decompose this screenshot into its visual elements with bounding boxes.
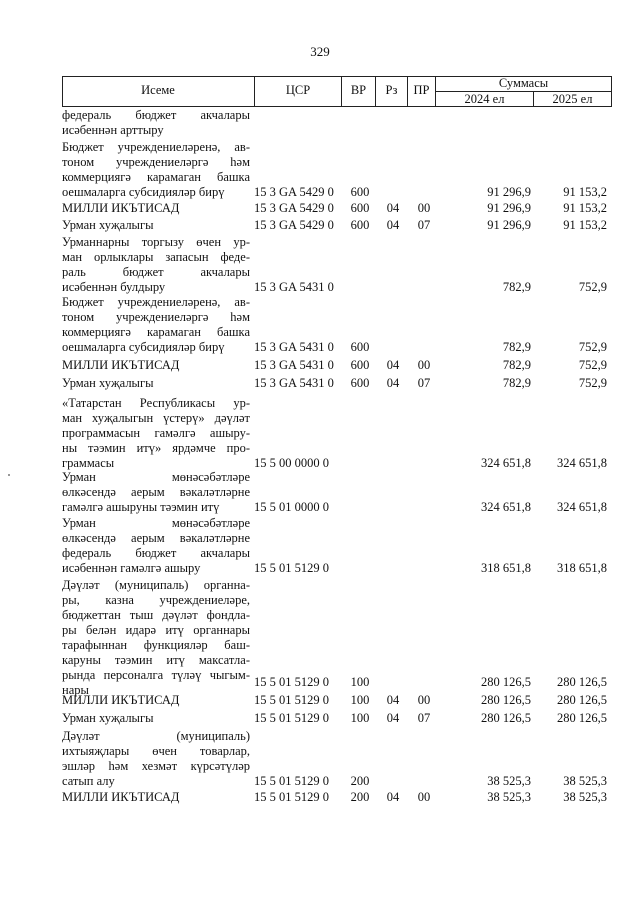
row-pr: 00 (417, 693, 431, 707)
row-name: Урманнарны торгызу өчен ур- ман орлыклары запасын феде- раль бюджет акчалары исәбеннән булдыру (62, 235, 250, 294)
header-sums: Суммасы (498, 76, 549, 90)
row-name: Урман хуҗалыгы (62, 376, 154, 390)
row-sum-2025: 280 126,5 (557, 693, 607, 707)
row-vr: 100 (350, 711, 370, 725)
row-name: Урман хуҗалыгы (62, 218, 154, 232)
row-name: Бюджет учреждениеләренә, ав- тоном учреждениеләргә һәм коммерциягә карамаган башка оешмаларга субсидияләр бирү (62, 295, 250, 354)
row-pr: 07 (417, 218, 431, 232)
row-pr: 00 (417, 358, 431, 372)
row-vr: 200 (350, 790, 370, 804)
row-csr: 15 5 00 0000 0 (254, 456, 329, 470)
row-sum-2024: 91 296,9 (487, 218, 531, 232)
row-csr: 15 3 GA 5431 0 (254, 358, 334, 372)
row-pr: 00 (417, 790, 431, 804)
row-name: МИЛЛИ ИКЪТИСАД (62, 790, 180, 804)
header-pr: ПР (413, 83, 430, 97)
row-rz: 04 (386, 201, 400, 215)
row-vr: 100 (350, 675, 370, 689)
header-vr: ВР (350, 83, 367, 97)
row-name: «Татарстан Республикасы ур- ман хуҗалыгын үстерү» дәүләт программасын гамәлгә ашыру- ны тәэмин итү» ярдәмче про- граммасы (62, 396, 250, 470)
row-name: МИЛЛИ ИКЪТИСАД (62, 693, 180, 707)
row-vr: 600 (350, 358, 370, 372)
row-sum-2025: 324 651,8 (557, 456, 607, 470)
row-vr: 600 (350, 201, 370, 215)
row-csr: 15 3 GA 5431 0 (254, 280, 334, 294)
row-name: Дәүләт (муниципаль) органна- ры, казна учреждениеләре, бюджеттан тыш дәүләт фондла- ры белән идарә итү органнары тарафыннан функцияләр баш- каруны тәэмин итү максатла- рында персоналга түләү чыгым- нары (62, 578, 250, 697)
header-year-2024: 2024 ел (464, 92, 505, 106)
row-name: МИЛЛИ ИКЪТИСАД (62, 201, 180, 215)
row-csr: 15 3 GA 5431 0 (254, 340, 334, 354)
row-sum-2024: 782,9 (502, 358, 531, 372)
row-sum-2024: 280 126,5 (481, 693, 531, 707)
row-vr: 600 (350, 218, 370, 232)
scan-speck (8, 474, 10, 476)
row-csr: 15 5 01 5129 0 (254, 790, 329, 804)
row-sum-2024: 782,9 (502, 340, 531, 354)
row-csr: 15 3 GA 5429 0 (254, 185, 334, 199)
header-year-2025: 2025 ел (552, 92, 593, 106)
row-rz: 04 (386, 711, 400, 725)
row-csr: 15 3 GA 5431 0 (254, 376, 334, 390)
row-vr: 200 (350, 774, 370, 788)
row-sum-2025: 318 651,8 (557, 561, 607, 575)
row-sum-2024: 318 651,8 (481, 561, 531, 575)
row-name: федераль бюджет акчалары исәбеннән арттыру (62, 108, 250, 137)
row-sum-2024: 91 296,9 (487, 201, 531, 215)
row-sum-2025: 752,9 (578, 280, 607, 294)
row-name: Бюджет учреждениеләренә, ав- тоном учреждениеләргә һәм коммерциягә карамаган башка оешмаларга субсидияләр бирү (62, 140, 250, 199)
row-pr: 07 (417, 711, 431, 725)
row-sum-2024: 280 126,5 (481, 711, 531, 725)
row-sum-2025: 752,9 (578, 376, 607, 390)
row-vr: 600 (350, 185, 370, 199)
row-name: Урман хуҗалыгы (62, 711, 154, 725)
row-csr: 15 5 01 0000 0 (254, 500, 329, 514)
row-rz: 04 (386, 218, 400, 232)
row-csr: 15 3 GA 5429 0 (254, 218, 334, 232)
row-name: Урман мөнәсәбәтләре өлкәсендә аерым вәкаләтләрне федераль бюджет акчалары исәбеннән гамәлгә ашыру (62, 516, 250, 575)
row-vr: 600 (350, 376, 370, 390)
row-sum-2025: 38 525,3 (563, 790, 607, 804)
row-name: Дәүләт (муниципаль) ихтыяҗлары өчен товарлар, эшләр һәм хезмәт күрсәтүләр сатып алу (62, 729, 250, 788)
row-sum-2024: 91 296,9 (487, 185, 531, 199)
row-sum-2025: 38 525,3 (563, 774, 607, 788)
row-name: Урман мөнәсәбәтләре өлкәсендә аерым вәкаләтләрне гамәлгә ашыруны тәэмин итү (62, 470, 250, 514)
row-sum-2024: 38 525,3 (487, 790, 531, 804)
row-rz: 04 (386, 790, 400, 804)
row-pr: 00 (417, 201, 431, 215)
row-csr: 15 5 01 5129 0 (254, 693, 329, 707)
header-csr: ЦСР (285, 83, 311, 97)
row-vr: 600 (350, 340, 370, 354)
row-pr: 07 (417, 376, 431, 390)
row-sum-2024: 280 126,5 (481, 675, 531, 689)
header-name: Исеме (141, 83, 175, 97)
row-rz: 04 (386, 376, 400, 390)
row-rz: 04 (386, 693, 400, 707)
row-sum-2025: 752,9 (578, 340, 607, 354)
row-sum-2024: 782,9 (502, 280, 531, 294)
row-name: МИЛЛИ ИКЪТИСАД (62, 358, 180, 372)
row-sum-2025: 91 153,2 (563, 185, 607, 199)
row-sum-2024: 38 525,3 (487, 774, 531, 788)
row-sum-2025: 280 126,5 (557, 675, 607, 689)
header-rz: Рз (385, 83, 398, 97)
row-csr: 15 3 GA 5429 0 (254, 201, 334, 215)
row-vr: 100 (350, 693, 370, 707)
row-csr: 15 5 01 5129 0 (254, 675, 329, 689)
row-csr: 15 5 01 5129 0 (254, 774, 329, 788)
table-header (62, 76, 612, 107)
row-csr: 15 5 01 5129 0 (254, 561, 329, 575)
row-sum-2025: 91 153,2 (563, 201, 607, 215)
row-rz: 04 (386, 358, 400, 372)
row-sum-2024: 324 651,8 (481, 500, 531, 514)
row-sum-2025: 752,9 (578, 358, 607, 372)
row-sum-2024: 782,9 (502, 376, 531, 390)
row-csr: 15 5 01 5129 0 (254, 711, 329, 725)
row-sum-2025: 324 651,8 (557, 500, 607, 514)
row-sum-2025: 280 126,5 (557, 711, 607, 725)
page-number: 329 (310, 44, 330, 59)
row-sum-2024: 324 651,8 (481, 456, 531, 470)
row-sum-2025: 91 153,2 (563, 218, 607, 232)
